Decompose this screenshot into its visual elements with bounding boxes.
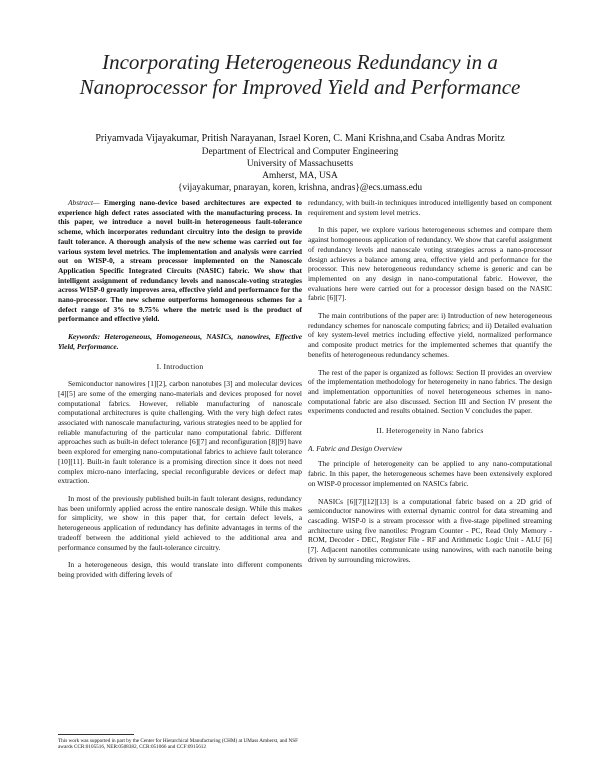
footnote: This work was supported in part by the Center for Hierarchical Manufacturing (CHM) at UMass Amherst, and NSF awards CCR:0105516, NER:0508382, CCR:051066 and CCF:0915612 <box>58 738 299 751</box>
paper-title <box>40 50 560 100</box>
author-names: Priyamvada Vijayakumar, Pritish Narayanan, Israel Koren, C. Mani Krishna,and Csaba Andras Moritz <box>95 133 505 144</box>
subsection-heading: A. Fabric and Design Overview <box>308 443 403 453</box>
affiliation-university: University of Massachusetts <box>246 159 354 169</box>
affiliation-dept: Department of Electrical and Computer Engineering <box>201 147 399 157</box>
paragraph: The rest of the paper is organized as follows: Section II provides an overview of the implementation methodology for heterogeneity in nano fabrics. The design and implementation opportunities of novel heterogeneous schemes in nano-computational fabric are also discussed. Section III and Section IV present the experiments conducted and results obtained. Section V concludes the paper. <box>308 367 552 416</box>
keywords: Keywords: Heterogeneous, Homogeneous, NASICs, nanowires, Effective Yield, Performance. <box>58 332 302 351</box>
footnote-rule <box>58 734 134 735</box>
paragraph: In most of the previously published built-in fault tolerant designs, redundancy has been uniformly applied across the entire nanoscale design. While this makes for simplicity, we show in this paper that, for certain defect levels, a heterogeneous application of redundancy has definite advantages in terms of the tradeoff between the additional yield achieved to the additional area and performance consumed by the fault-tolerance circuitry. <box>58 493 302 552</box>
left-column <box>58 198 302 588</box>
title-line-1: Incorporating Heterogeneous Redundancy in a <box>102 50 498 74</box>
section-heading-heterogeneity: II. Heterogeneity in Nano fabrics <box>376 426 484 436</box>
abstract <box>58 198 302 324</box>
abstract-label: Abstract— <box>68 198 100 207</box>
paragraph: Semiconductor nanowires [1][2], carbon nanotubes [3] and molecular devices [4][5] are some of the emerging nano-materials and devices proposed for novel computational fabrics. However, reliable manufacturing of nanoscale computational architectures is quite challenging. With the very high defect rates associated with nanoscale manufacturing, various strategies need to be applied for reliable manufacturing of the particular nano computational fabric. Different approaches such as built-in defect tolerance [6][7] and reconfiguration [8][9] have been explored for emerging nano-computational fabrics to achieve fault tolerance [10][11]. Built-in fault tolerance is a promising direction since it does not need complex micro-nano interfacing, special reconfigurable devices or defect map extraction. <box>58 379 302 486</box>
paragraph: In a heterogeneous design, this would translate into different components being provided with differing levels of <box>58 560 302 579</box>
paragraph: The main contributions of the paper are: i) Introduction of new heterogeneous redundancy schemes for nanoscale computing fabrics; and ii) Detailed evaluation of key system-level metrics including effective yield, normalized performance and composite product metrics for the implemented schemes that quantify the benefits of heterogeneous redundancy schemes. <box>308 311 552 359</box>
affiliation-city: Amherst, MA, USA <box>262 171 338 181</box>
paragraph: The principle of heterogeneity can be applied to any nano-computational fabric. In this paper, the heterogeneous schemes have been extensively explored on WISP-0 processor implemented on NASICs fabric. <box>308 459 552 488</box>
abstract-text: Emerging nano-device based architectures are expected to experience high defect rates associated with the manufacturing process. In this paper, we introduce a novel built-in heterogeneous fault-tolerance scheme, which incorporates redundant circuitry into the design to provide fault tolerance. A thorough analysis of the new scheme was carried out for various system level metrics. The implementation and analysis were carried out on WISP-0, a stream processor implemented on the Nanoscale Application Specific Integrated Circuits (NASIC) fabric. We show that intelligent assignment of redundancy levels and nanoscale-voting strategies across WISP-0 greatly improves area, effective yield and performance for the nano-processor. The new scheme outperforms homogeneous schemes for a defect range of 3% to 9.75% where the metric used is the product of performance and effective yield. <box>58 198 302 324</box>
right-column <box>308 198 552 573</box>
paragraph: redundancy, with built-in techniques introduced intelligently based on component requirement and system level metrics. <box>308 198 552 217</box>
author-emails: {vijayakumar, pnarayan, koren, krishna, andras}@ecs.umass.edu <box>177 183 423 193</box>
author-block <box>40 133 560 194</box>
paragraph: NASICs [6][7][12][13] is a computational fabric based on a 2D grid of semiconductor nanowires with external dynamic control for data streaming and cascading. WISP-0 is a stream processor with a five-stage pipelined streaming architecture using five nanotiles: Program Counter - PC, Read Only Memory - ROM, Decoder - DEC, Register File - RF and Arithmetic Logic Unit - ALU [6][7]. Adjacent nanotiles communicate using nanowires, with each nanotile being driven by surrounding microwires. <box>308 496 552 564</box>
section-heading-introduction: I. Introduction <box>156 361 204 371</box>
paragraph: In this paper, we explore various heterogeneous schemes and compare them against homogeneous application of redundancy. We show that careful assignment of redundancy levels and nanoscale voting strategies across a nano-processor design achieves a balance among area, effective yield and performance for the processor. This new heterogeneous redundancy scheme is generic and can be implemented on any design in nano-computational fabric. However, the evaluations here were carried out for a processor design based on the NASIC fabric [6][7]. <box>308 225 552 303</box>
title-line-2: Nanoprocessor for Improved Yield and Performance <box>79 75 521 99</box>
